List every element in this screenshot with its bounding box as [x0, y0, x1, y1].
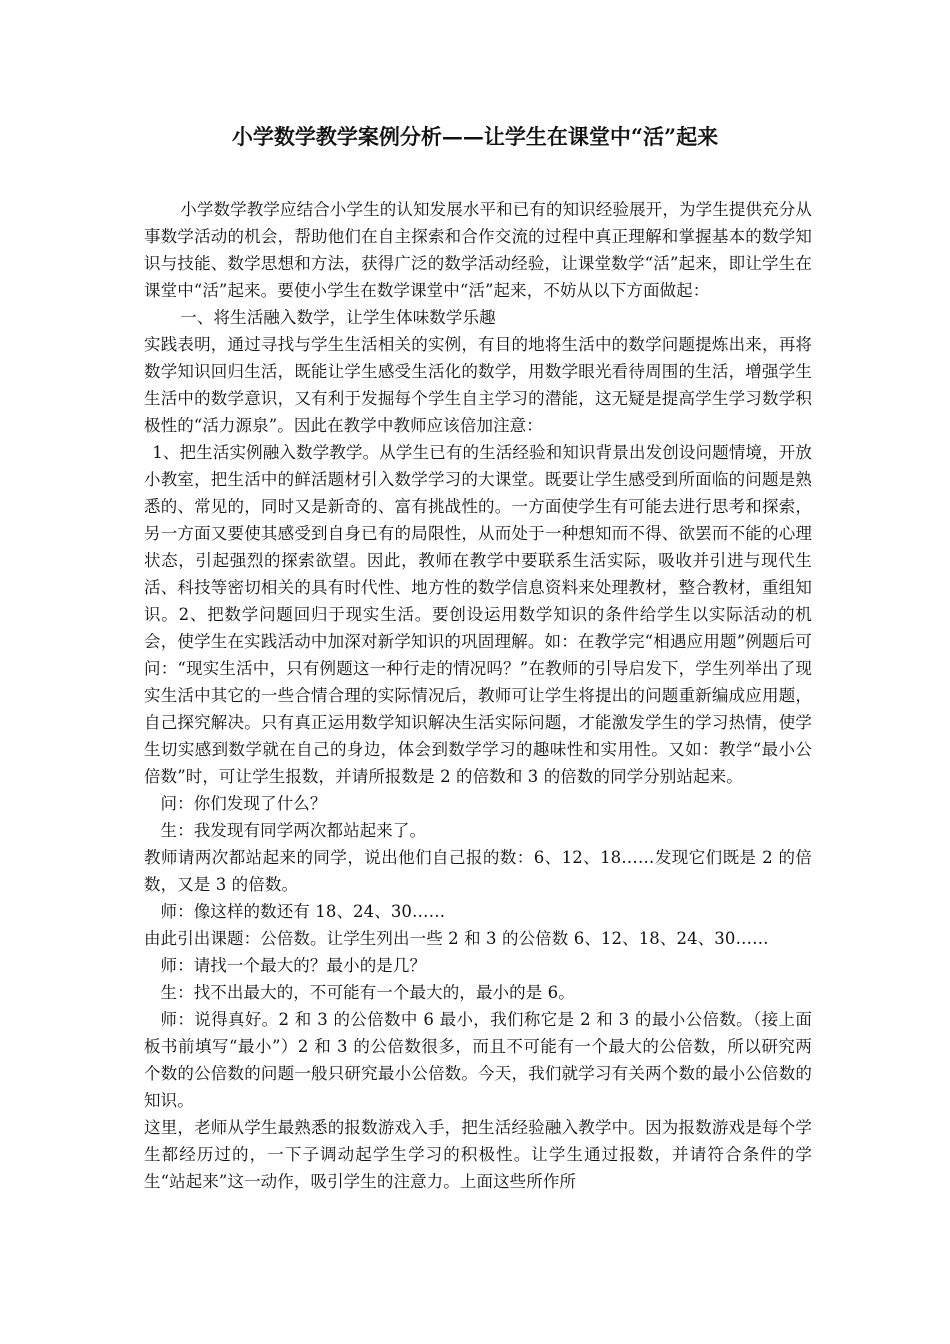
dialog-student-2: 生：找不出最大的，不可能有一个最大的，最小的是 6。	[160, 983, 575, 1002]
paragraph-topic: 由此引出课题：公倍数。让学生列出一些 2 和 3 的公倍数 6、12、18、24、30……	[144, 929, 769, 948]
document-title: 小学数学教学案例分析——让学生在课堂中“活”起来	[231, 124, 719, 149]
paragraph-practice: 实践表明，通过寻找与学生生活相关的实例，有目的地将生活中的数学问题提炼出来，再将数学知识回归生活，既能让学生感受生活化的数学，用数学眼光看待周围的生活，增强学生生活中的数学意识，又有利于发掘每个学生自主学习的潜能，这无疑是提高学生学习数学积极性的“活力源泉”。因此在教学中教师应该倍加注意：	[144, 335, 812, 435]
paragraph-intro: 小学数学教学应结合小学生的认知发展水平和已有的知识经验展开，为学生提供充分从事数学活动的机会，帮助他们在自主探索和合作交流的过程中真正理解和掌握基本的数学知识与技能、数学思想和方法，获得广泛的数学活动经验，让课堂数学“活”起来，即让学生在课堂中“活”起来。要使小学生在数学课堂中“活”起来，不妨从以下方面做起：	[144, 200, 812, 300]
dialog-student-1: 生：我发现有同学两次都站起来了。	[160, 821, 427, 840]
dialog-question: 问：你们发现了什么？	[160, 794, 327, 813]
section-heading-1: 一、将生活融入数学，让学生体味数学乐趣	[180, 308, 496, 327]
paragraph-analysis: 这里，老师从学生最熟悉的报数游戏入手，把生活经验融入教学中。因为报数游戏是每个学生都经历过的，一下子调动起学生学习的积极性。让学生通过报数，并请符合条件的学生“站起来”这一动作，吸引学生的注意力。上面这些所作所	[144, 1118, 812, 1191]
dialog-teacher-2: 师：请找一个最大的？最小的是几？	[160, 956, 427, 975]
dialog-teacher-1: 师：像这样的数还有 18、24、30……	[160, 902, 446, 921]
dialog-teacher-3: 师：说得真好。2 和 3 的公倍数中 6 最小，我们称它是 2 和 3 的最小公倍数。（接上面板书前填写“最小”）2 和 3 的公倍数很多，而且不可能有一个最大的公倍数，所以研究两个数的公倍数的问题一般只研究最小公倍数。今天，我们就学习有关两个数的最小公倍数的知识。	[144, 1010, 812, 1110]
paragraph-teacher-asks: 教师请两次都站起来的同学，说出他们自己报的数：6、12、18……发现它们既是 2 的倍数，又是 3 的倍数。	[144, 848, 812, 894]
document-body	[144, 196, 812, 1195]
paragraph-point-1: 1、把生活实例融入数学教学。从学生已有的生活经验和知识背景出发创设问题情境，开放小教室，把生活中的鲜活题材引入数学学习的大课堂。既要让学生感受到所面临的问题是熟悉的、常见的，同时又是新奇的、富有挑战性的。一方面使学生有可能去进行思考和探索，另一方面又要使其感受到自身已有的局限性，从而处于一种想知而不得、欲罢而不能的心理状态，引起强烈的探索欲望。因此，教师在教学中要联系生活实际，吸收并引进与现代生活、科技等密切相关的具有时代性、地方性的数学信息资料来处理教材，整合教材，重组知识。2、把数学问题回归于现实生活。要创设运用数学知识的条件给学生以实际活动的机会，使学生在实践活动中加深对新学知识的巩固理解。如：在教学完“相遇应用题”例题后可问：“现实生活中，只有例题这一种行走的情况吗？”在教师的引导启发下，学生列举出了现实生活中其它的一些合情合理的实际情况后，教师可让学生将提出的问题重新编成应用题，自己探究解决。只有真正运用数学知识解决生活实际问题，才能激发学生的学习热情，使学生切实感到数学就在自己的身边，体会到数学学习的趣味性和实用性。又如：教学“最小公倍数”时，可让学生报数，并请所报数是 2 的倍数和 3 的倍数的同学分别站起来。	[144, 443, 812, 786]
